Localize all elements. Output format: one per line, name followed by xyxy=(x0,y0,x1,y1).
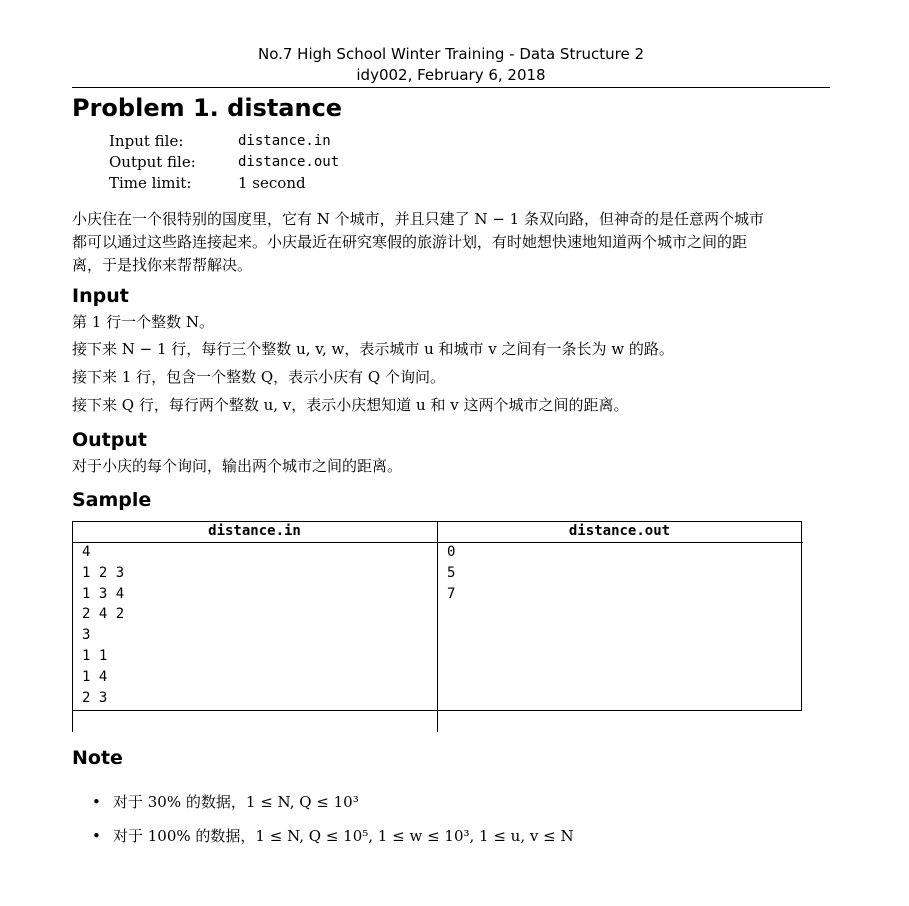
sample-output-header: distance.out xyxy=(568,523,671,539)
meta-value: 1 second xyxy=(238,174,306,192)
sample-input-line: 3 xyxy=(82,627,91,644)
input-line: 接下来 1 行，包含一个整数 Q，表示小庆有 Q 个询问。 xyxy=(72,368,445,386)
note-list xyxy=(92,788,574,856)
input-line: 接下来 N − 1 行，每行三个整数 u, v, w，表示城市 u 和城市 v 之间有一条长为 w 的路。 xyxy=(72,340,674,358)
header-course-title: No.7 High School Winter Training - Data Structure 2 xyxy=(257,45,645,63)
sample-column-divider xyxy=(437,521,438,732)
note-heading: Note xyxy=(72,747,123,769)
sample-input-line: 1 2 3 xyxy=(82,564,125,581)
statement-line: 小庆住在一个很特别的国度里，它有 N 个城市，并且只建了 N − 1 条双向路，但神奇的是任意两个城市 xyxy=(72,210,764,228)
problem-meta xyxy=(109,131,339,194)
meta-value: distance.in xyxy=(238,133,331,149)
meta-value: distance.out xyxy=(238,154,340,170)
meta-label: Input file: xyxy=(109,132,184,150)
output-heading: Output xyxy=(72,429,147,451)
sample-input-body xyxy=(82,542,124,708)
sample-heading: Sample xyxy=(72,489,152,511)
sample-input-line: 2 3 xyxy=(82,689,108,706)
header-author-date: idy002, February 6, 2018 xyxy=(356,66,546,84)
sample-table xyxy=(72,521,803,732)
meta-label: Time limit: xyxy=(109,174,192,192)
note-item xyxy=(92,822,574,856)
statement-line: 都可以通过这些路连接起来。小庆最近在研究寒假的旅游计划，有时她想快速地知道两个城市之间的距 xyxy=(72,233,748,251)
input-heading: Input xyxy=(72,285,129,307)
bullet-icon: • xyxy=(92,793,101,811)
note-item xyxy=(92,788,574,822)
sample-input-line: 1 4 xyxy=(82,668,108,685)
problem-statement xyxy=(72,208,832,277)
sample-input-header: distance.in xyxy=(208,523,301,539)
meta-label: Output file: xyxy=(109,153,196,171)
input-line: 第 1 行一个整数 N。 xyxy=(72,313,214,331)
header-rule xyxy=(72,87,830,88)
sample-output-body xyxy=(447,542,455,604)
sample-input-line: 1 1 xyxy=(82,647,108,664)
problem-title: Problem 1. distance xyxy=(72,94,343,122)
input-line: 接下来 Q 行，每行两个整数 u, v，表示小庆想知道 u 和 v 这两个城市之间的距离。 xyxy=(72,396,629,414)
note-item-text: 对于 100% 的数据，1 ≤ N, Q ≤ 10⁵, 1 ≤ w ≤ 10³, 1 ≤ u, v ≤ N xyxy=(113,827,574,845)
note-item-text: 对于 30% 的数据，1 ≤ N, Q ≤ 10³ xyxy=(113,793,359,811)
page-header xyxy=(72,44,830,86)
sample-output-line: 5 xyxy=(447,564,456,581)
statement-line: 离，于是找你来帮帮解决。 xyxy=(72,256,253,274)
bullet-icon: • xyxy=(92,827,101,845)
sample-output-line: 0 xyxy=(447,544,456,560)
sample-input-line: 2 4 2 xyxy=(82,606,125,623)
output-line: 对于小庆的每个询问，输出两个城市之间的距离。 xyxy=(72,457,403,475)
meta-time-limit xyxy=(109,173,339,194)
sample-input-line: 4 xyxy=(82,544,91,560)
sample-output-line: 7 xyxy=(447,585,456,602)
meta-input-file xyxy=(109,131,339,152)
meta-output-file xyxy=(109,152,339,173)
sample-left-border xyxy=(72,711,73,732)
sample-input-line: 1 3 4 xyxy=(82,585,125,602)
